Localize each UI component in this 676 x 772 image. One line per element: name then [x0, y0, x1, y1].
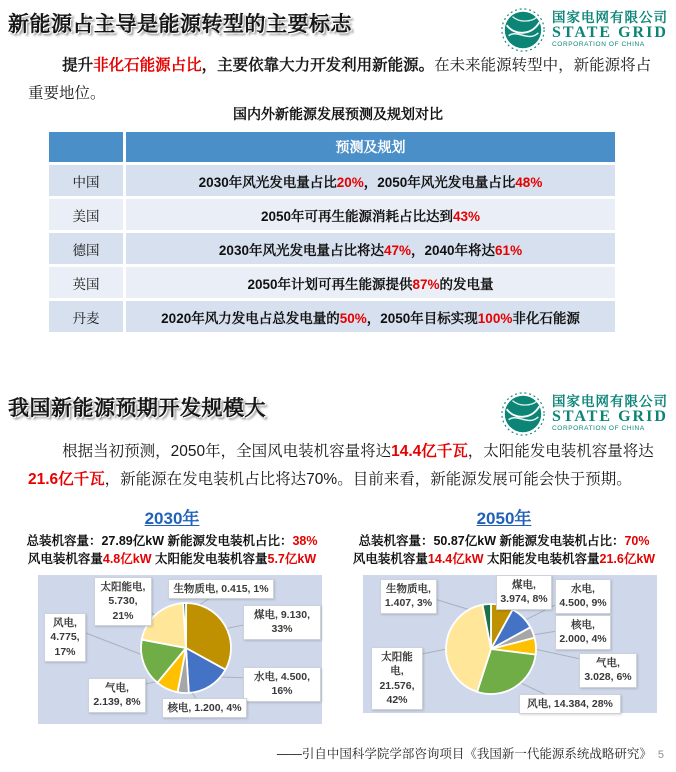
prediction-cell — [126, 233, 615, 264]
pie-label-coal: 煤电, 3.974, 8% — [496, 575, 552, 609]
slide-1 — [0, 0, 676, 378]
text-segment: ，太阳能发电装机容量将达 — [467, 443, 654, 460]
citation: ——引自中国科学院学部咨询项目《我国新一代能源系统战略研究》 — [276, 747, 652, 761]
text-segment: 4.8亿kW — [102, 552, 152, 567]
text-segment: ，2050年目标实现 — [366, 310, 478, 326]
header-prediction: 预测及规划 — [126, 132, 615, 162]
pie-label-gas: 气电, 2.139, 8% — [88, 678, 146, 712]
text-segment: ，新能源在发电装机占比将达70%。目前来看，新能源发展可能会快于预期。 — [104, 470, 632, 488]
pie-label-coal: 煤电, 9.130, 33% — [243, 605, 321, 639]
pie-panel-2050 — [363, 575, 657, 713]
pie-label-solar: 太阳能电, 21.576, 42% — [371, 647, 423, 710]
logo-company-name-en: STATE GRID — [552, 408, 668, 426]
text-segment: 43% — [453, 208, 481, 224]
text-segment: ，2050年风光发电量占比 — [363, 174, 516, 190]
logo-company-name-cn: 国家电网有限公司 — [552, 394, 668, 410]
country-cell: 美国 — [49, 199, 123, 230]
text-segment: 非化石能源占比 — [93, 57, 202, 74]
table-row — [49, 233, 615, 264]
text-segment: 2020年风力发电占总发电量的 — [161, 310, 340, 326]
text-segment: 在未来能源转型中，新能源将占重要地位。 — [28, 57, 652, 102]
slide1-intro — [28, 52, 658, 108]
text-segment: 38% — [292, 534, 318, 548]
text-segment: 14.4亿kW — [427, 552, 484, 567]
pie-label-hydro: 水电, 4.500, 9% — [555, 579, 611, 613]
state-grid-globe-icon — [500, 7, 546, 53]
table-row — [49, 301, 615, 332]
logo-text — [552, 11, 668, 49]
text-segment: 87% — [412, 276, 440, 292]
prediction-cell — [126, 301, 615, 332]
comparison-table — [46, 129, 618, 335]
state-grid-logo — [500, 7, 668, 53]
comparison-table-head — [49, 132, 615, 162]
logo-text — [552, 395, 668, 433]
chart-2050-stats-line2 — [346, 550, 662, 568]
header-country — [49, 132, 123, 162]
table-row — [49, 267, 615, 298]
table-row — [49, 199, 615, 230]
pie-label-solar: 太阳能电, 5.730, 21% — [94, 577, 152, 626]
table-row — [49, 165, 615, 196]
text-segment: 2030年风光发电量占比将达 — [218, 242, 384, 258]
slide2-intro — [28, 438, 658, 494]
pie-label-hydro: 水电, 4.500, 16% — [243, 667, 321, 701]
prediction-cell — [126, 165, 615, 196]
state-grid-logo-2 — [500, 391, 668, 437]
text-segment: 14.4亿千瓦 — [391, 443, 468, 460]
text-segment: 总装机容量：27.89亿kW 新能源发电装机占比： — [26, 534, 293, 548]
text-segment: 2050年可再生能源消耗占比达到 — [260, 208, 453, 224]
pie-label-nuclear: 核电, 2.000, 4% — [555, 615, 611, 649]
text-segment: 风电装机容量 — [27, 552, 103, 567]
text-segment: 5.7亿kW — [267, 552, 317, 567]
pie-label-gas: 气电, 3.028, 6% — [579, 653, 637, 687]
logo-company-sub: CORPORATION OF CHINA — [552, 41, 645, 49]
chart-2030-title: 2030年 — [144, 509, 200, 528]
text-segment: 的发电量 — [439, 276, 494, 292]
text-segment: 50% — [339, 310, 367, 326]
text-segment: 61% — [495, 242, 523, 258]
chart-2050-title: 2050年 — [476, 509, 532, 528]
pie-label-biomass: 生物质电, 1.407, 3% — [380, 579, 437, 613]
country-cell: 德国 — [49, 233, 123, 264]
text-segment: 21.6亿千瓦 — [28, 470, 105, 488]
pie-label-wind: 风电, 4.775, 17% — [44, 613, 86, 662]
text-segment: 47% — [383, 242, 411, 258]
text-segment: ，2040年将达 — [411, 242, 496, 258]
footer — [277, 744, 664, 762]
chart-2030-stats-line2 — [16, 550, 328, 568]
text-segment: ，主要依靠大力开发利用新能源。 — [201, 57, 435, 74]
comparison-table-body — [49, 165, 615, 332]
logo-company-name-en: STATE GRID — [552, 24, 668, 42]
pie-label-biomass: 生物质电, 0.415, 1% — [168, 579, 274, 599]
logo-company-sub: CORPORATION OF CHINA — [552, 425, 645, 433]
chart-2050 — [346, 504, 662, 713]
text-segment: 20% — [336, 174, 364, 190]
chart-2030 — [16, 504, 328, 724]
prediction-cell — [126, 199, 615, 230]
slide-2 — [0, 378, 676, 772]
text-segment: 太阳能发电装机容量 — [483, 552, 600, 567]
text-segment: 非化石能源 — [512, 310, 580, 326]
text-segment: 总装机容量：50.87亿kW 新能源发电装机占比： — [358, 534, 625, 548]
chart-2050-stats-line1 — [346, 532, 662, 550]
text-segment: 太阳能发电装机容量 — [151, 552, 268, 567]
text-segment: 2030年风光发电量占比 — [198, 174, 337, 190]
logo-company-name-cn: 国家电网有限公司 — [552, 10, 668, 26]
text-segment: 2050年计划可再生能源提供 — [247, 276, 413, 292]
pie-panel-2030 — [38, 575, 322, 724]
text-segment: 提升 — [62, 57, 94, 74]
text-segment: 根据当初预测，2050年，全国风电装机容量将达 — [62, 443, 392, 460]
country-cell: 丹麦 — [49, 301, 123, 332]
text-segment: 100% — [477, 310, 513, 326]
table-title: 国内外新能源发展预测及规划对比 — [233, 106, 443, 122]
text-segment: 21.6亿kW — [599, 552, 656, 567]
prediction-cell — [126, 267, 615, 298]
page-number: 5 — [657, 749, 664, 761]
chart-2030-stats-line1 — [16, 532, 328, 550]
text-segment: 风电装机容量 — [352, 552, 428, 567]
text-segment: 70% — [624, 534, 650, 548]
state-grid-globe-icon — [500, 391, 546, 437]
country-cell: 中国 — [49, 165, 123, 196]
slide1-title: 新能源占主导是能源转型的主要标志 — [8, 13, 352, 36]
slide2-title: 我国新能源预期开发规模大 — [8, 397, 266, 420]
pie-label-wind: 风电, 14.384, 28% — [519, 694, 621, 714]
pie-label-nuclear: 核电, 1.200, 4% — [162, 698, 247, 718]
text-segment: 48% — [515, 174, 543, 190]
country-cell: 英国 — [49, 267, 123, 298]
